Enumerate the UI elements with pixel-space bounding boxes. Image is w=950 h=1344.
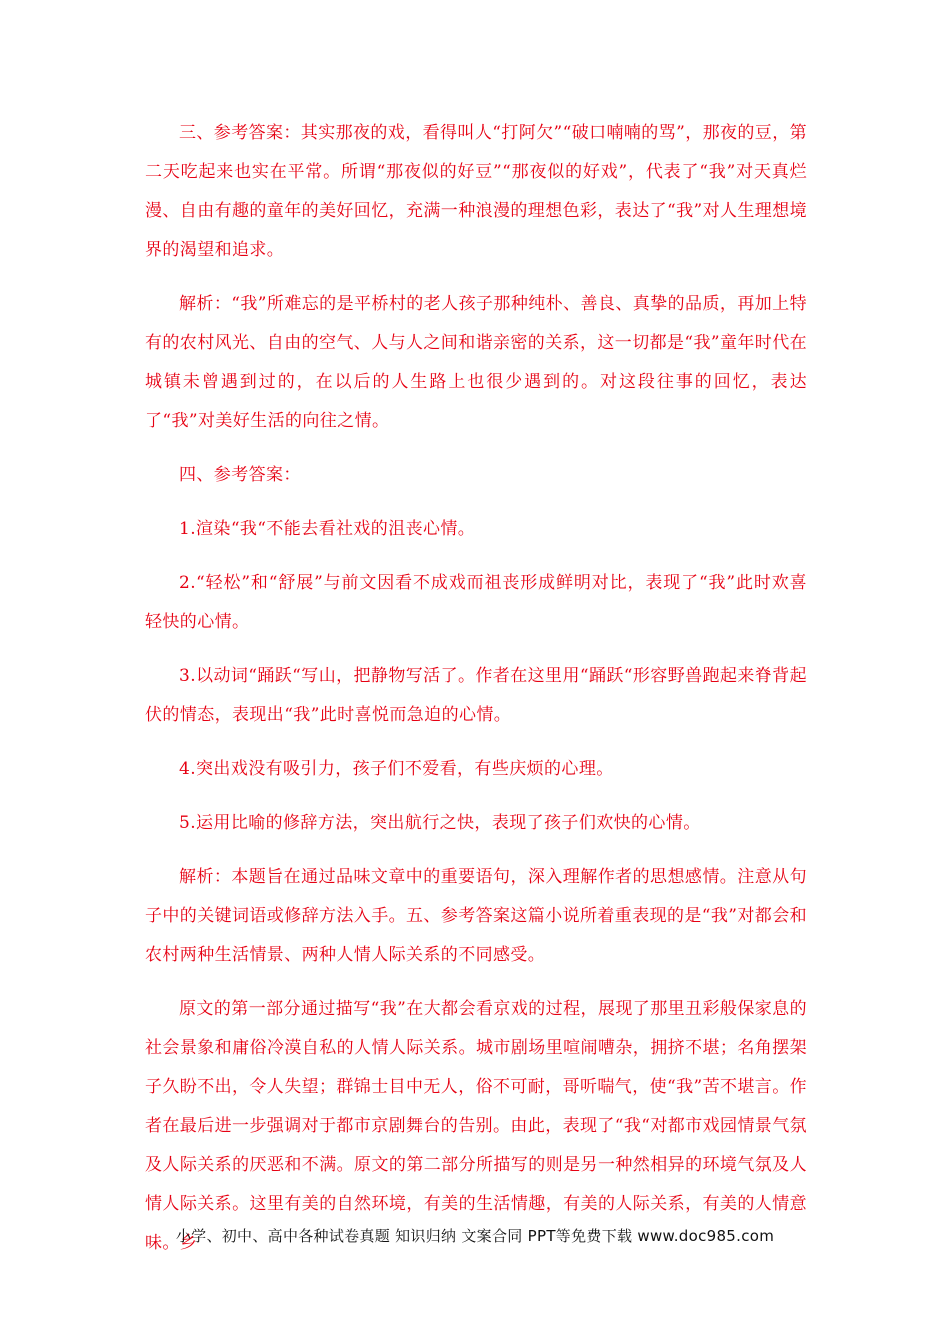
- answer-item-1: 1.渲染“我“不能去看社戏的沮丧心情。: [179, 519, 476, 539]
- answer-item-4: 4.突出戏没有吸引力，孩子们不爱看，有些庆烦的心理。: [179, 759, 614, 779]
- body-paragraph-original-text: 原文的第一部分通过描写“我”在大都会看京戏的过程，展现了那里丑彩般保家息的社会景象和庸俗冷漠自私的人情人际关系。城市剧场里喧闹嘈杂，拥挤不堪；名角摆架子久盼不出，令人失望；群锦士目中无人，俗不可耐，哥听喘气，使“我”苦不堪言。作者在最后进一步强调对于都市京剧舞台的告别。由此，表现了“我“对都市戏园情景气氛及人际关系的厌恶和不满。原文的第二部分所描写的则是另一种然相异的环境气氛及人情人际关系。这里有美的自然环境，有美的生活情趣，有美的人际关系，有美的人情意味。乡: [145, 999, 807, 1253]
- document-body: [145, 114, 807, 1278]
- analysis-paragraph-4: 解析：本题旨在通过品味文章中的重要语句，深入理解作者的思想感情。注意从句子中的关键词语或修辞方法入手。五、参考答案这篇小说所着重表现的是“我”对都会和农村两种生活情景、两种人情人际关系的不同感受。: [145, 867, 807, 965]
- answer-item-5: 5.运用比喻的修辞方法，突出航行之快，表现了孩子们欢快的心情。: [179, 813, 701, 833]
- answer-item-3: 3.以动词“踊跃“写山，把静物写活了。作者在这里用“踊跃“形容野兽跑起来脊背起伏的情态，表现出“我”此时喜悦而急迫的心情。: [145, 666, 807, 725]
- answer-paragraph-3: 三、参考答案：其实那夜的戏，看得叫人“打阿欠”“破口喃喃的骂”，那夜的豆，第二天吃起来也实在平常。所谓“那夜似的好豆”“那夜似的好戏”，代表了“我”对天真烂漫、自由有趣的童年的美好回忆，充满一种浪漫的理想色彩，表达了“我”对人生理想境界的渴望和追求。: [145, 123, 807, 260]
- section-heading-4: 四、参考答案：: [179, 465, 301, 485]
- answer-item-2: 2.“轻松”和“舒展”与前文因看不成戏而祖丧形成鲜明对比，表现了“我”此时欢喜轻快的心情。: [145, 573, 807, 632]
- page-footer: 小学、初中、高中各种试卷真题 知识归纳 文案合同 PPT等免费下载 www.doc985.com: [175, 1227, 775, 1245]
- analysis-paragraph-3: 解析：“我”所难忘的是平桥村的老人孩子那种纯朴、善良、真挚的品质，再加上特有的农村风光、自由的空气、人与人之间和谐亲密的关系，这一切都是“我”童年时代在城镇未曾遇到过的，在以后的人生路上也很少遇到的。对这段往事的回忆，表达了“我”对美好生活的向往之情。: [145, 294, 807, 431]
